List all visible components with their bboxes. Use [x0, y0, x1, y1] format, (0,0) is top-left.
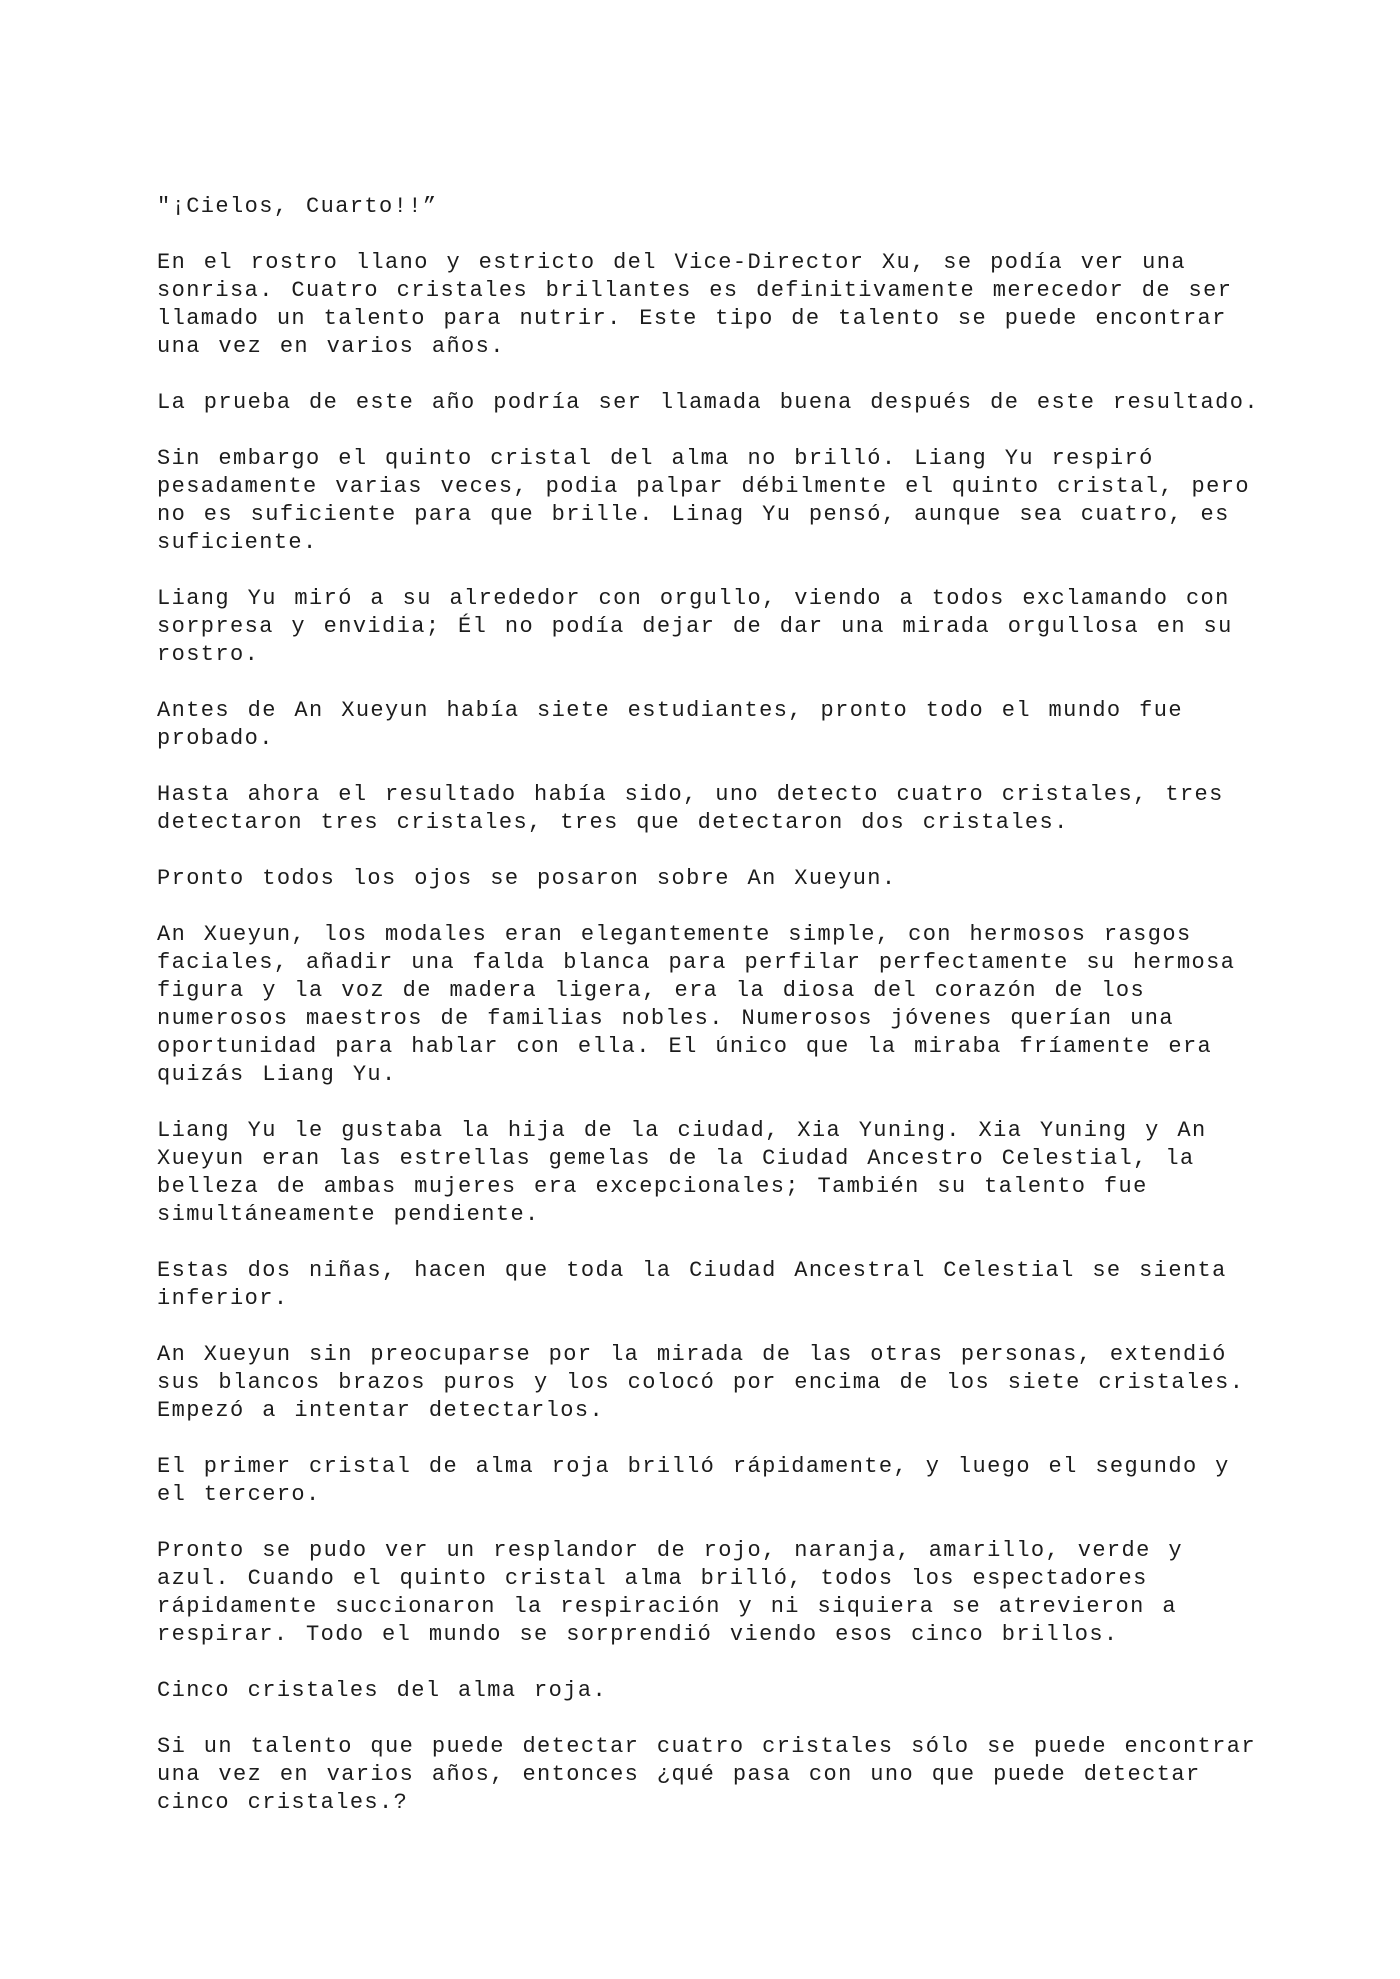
- text-line: Xueyun eran las estrellas gemelas de la Ciudad Ancestro Celestial, la: [157, 1146, 1195, 1171]
- paragraph-10: [157, 1117, 1247, 1229]
- paragraph-7: [157, 781, 1247, 837]
- text-line: En el rostro llano y estricto del Vice-Director Xu, se podía ver una: [157, 250, 1186, 275]
- text-line: Pronto todos los ojos se posaron sobre An Xueyun.: [157, 866, 897, 891]
- text-line: sorpresa y envidia; Él no podía dejar de dar una mirada orgullosa en su: [157, 614, 1233, 639]
- text-line: faciales, añadir una falda blanca para perfilar perfectamente su hermosa: [157, 950, 1236, 975]
- text-line: sus blancos brazos puros y los colocó por encima de los siete cristales.: [157, 1370, 1245, 1395]
- text-line: cinco cristales.?: [157, 1790, 409, 1815]
- paragraph-9: [157, 921, 1247, 1089]
- text-line: pesadamente varias veces, podia palpar débilmente el quinto cristal, pero: [157, 474, 1250, 499]
- text-line: rápidamente succionaron la respiración y ni siquiera se atrevieron a: [157, 1594, 1177, 1619]
- text-line: Liang Yu miró a su alrededor con orgullo, viendo a todos exclamando con: [157, 586, 1230, 611]
- text-line: no es suficiente para que brille. Linag Yu pensó, aunque sea cuatro, es: [157, 502, 1230, 527]
- paragraph-8: [157, 865, 1247, 893]
- text-line: llamado un talento para nutrir. Este tipo de talento se puede encontrar: [157, 306, 1227, 331]
- paragraph-14: [157, 1537, 1247, 1649]
- text-line: una vez en varios años, entonces ¿qué pasa con uno que puede detectar: [157, 1762, 1201, 1787]
- paragraph-13: [157, 1453, 1247, 1509]
- paragraph-6: [157, 697, 1247, 753]
- text-line: respirar. Todo el mundo se sorprendió viendo esos cinco brillos.: [157, 1622, 1119, 1647]
- text-line: El primer cristal de alma roja brilló rápidamente, y luego el segundo y: [157, 1454, 1230, 1479]
- text-line: Empezó a intentar detectarlos.: [157, 1398, 605, 1423]
- text-line: Sin embargo el quinto cristal del alma no brilló. Liang Yu respiró: [157, 446, 1154, 471]
- text-line: Hasta ahora el resultado había sido, uno detecto cuatro cristales, tres: [157, 782, 1224, 807]
- text-line: La prueba de este año podría ser llamada buena después de este resultado.: [157, 390, 1259, 415]
- text-line: Antes de An Xueyun había siete estudiantes, pronto todo el mundo fue: [157, 698, 1183, 723]
- text-line: inferior.: [157, 1286, 289, 1311]
- text-line: numerosos maestros de familias nobles. Numerosos jóvenes querían una: [157, 1006, 1174, 1031]
- text-line: Estas dos niñas, hacen que toda la Ciudad Ancestral Celestial se sienta: [157, 1258, 1227, 1283]
- text-line: oportunidad para hablar con ella. El único que la miraba fríamente era: [157, 1034, 1213, 1059]
- paragraph-16: [157, 1733, 1256, 1817]
- text-line: figura y la voz de madera ligera, era la diosa del corazón de los: [157, 978, 1146, 1003]
- text-line: una vez en varios años.: [157, 334, 505, 359]
- text-line: detectaron tres cristales, tres que detectaron dos cristales.: [157, 810, 1069, 835]
- text-line: probado.: [157, 726, 274, 751]
- text-line: Si un talento que puede detectar cuatro cristales sólo se puede encontrar: [157, 1734, 1256, 1759]
- text-line: Cinco cristales del alma roja.: [157, 1678, 608, 1703]
- text-line: suficiente.: [157, 530, 318, 555]
- text-line: rostro.: [157, 642, 260, 667]
- paragraph-4: [157, 445, 1250, 557]
- text-line: simultáneamente pendiente.: [157, 1202, 540, 1227]
- text-line: Liang Yu le gustaba la hija de la ciudad, Xia Yuning. Xia Yuning y An: [157, 1118, 1207, 1143]
- text-line: "¡Cielos, Cuarto!!”: [157, 194, 438, 219]
- paragraph-15: [157, 1677, 1247, 1705]
- document-body: [157, 193, 1259, 1845]
- text-line: Pronto se pudo ver un resplandor de rojo, naranja, amarillo, verde y: [157, 1538, 1183, 1563]
- text-line: quizás Liang Yu.: [157, 1062, 397, 1087]
- text-line: azul. Cuando el quinto cristal alma brilló, todos los espectadores: [157, 1566, 1148, 1591]
- paragraph-2: [157, 249, 1247, 361]
- text-line: el tercero.: [157, 1482, 321, 1507]
- text-line: An Xueyun sin preocuparse por la mirada de las otras personas, extendió: [157, 1342, 1227, 1367]
- text-line: An Xueyun, los modales eran elegantemente simple, con hermosos rasgos: [157, 922, 1192, 947]
- paragraph-12: [157, 1341, 1247, 1425]
- text-line: sonrisa. Cuatro cristales brillantes es definitivamente merecedor de ser: [157, 278, 1233, 303]
- paragraph-5: [157, 585, 1247, 669]
- text-line: belleza de ambas mujeres era excepcionales; También su talento fue: [157, 1174, 1148, 1199]
- paragraph-3: [157, 389, 1259, 417]
- paragraph-1: [157, 193, 1247, 221]
- paragraph-11: [157, 1257, 1247, 1313]
